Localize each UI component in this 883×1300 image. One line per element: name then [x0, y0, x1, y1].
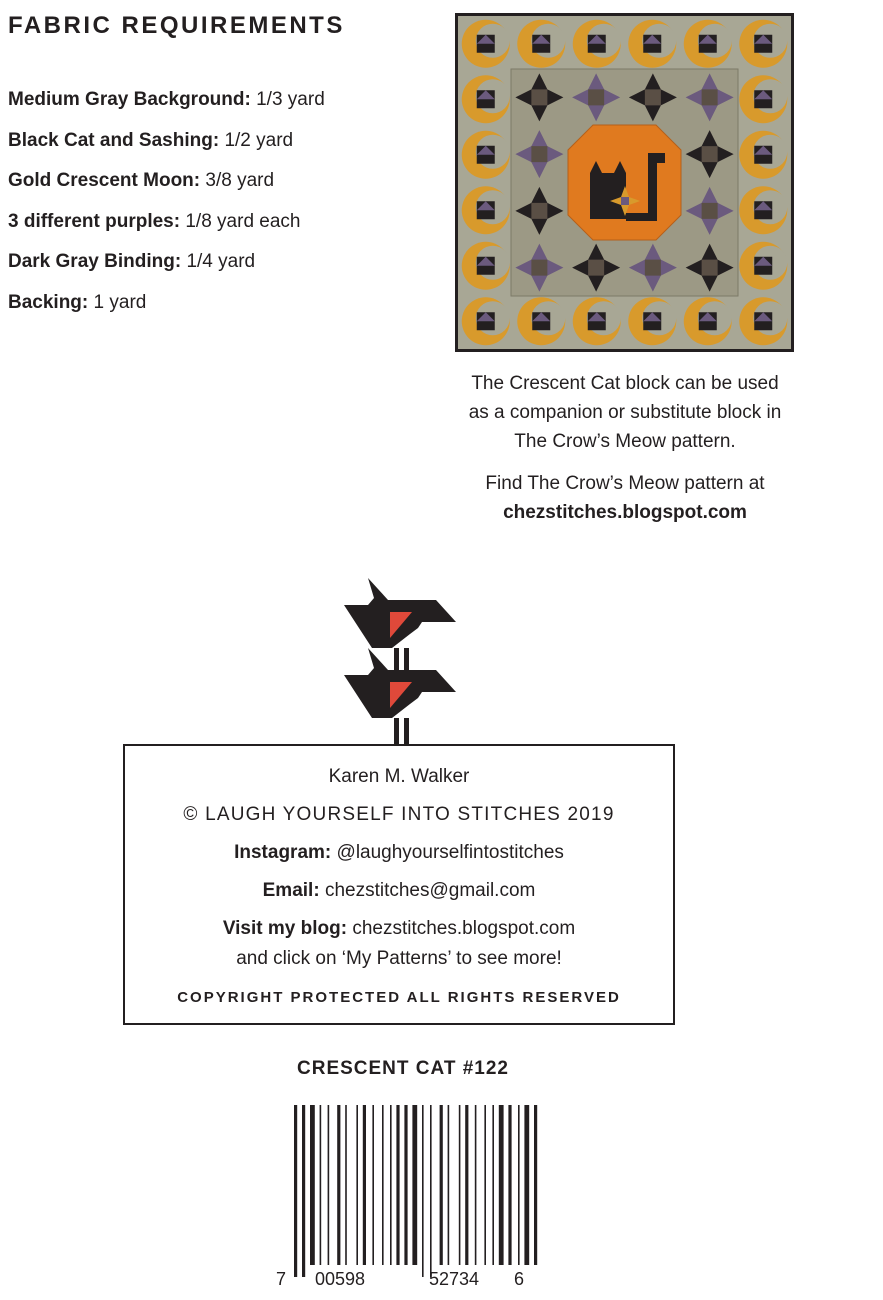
pattern-sku: CRESCENT CAT #122 [297, 1058, 509, 1079]
companion-caption [440, 369, 810, 456]
requirement-amount: 3/8 yard [205, 170, 275, 191]
find-pattern-caption [440, 469, 810, 527]
blog-line [125, 918, 673, 940]
requirement-label: Gold Crescent Moon: [8, 170, 201, 191]
moon-block [739, 297, 787, 345]
moon-block [739, 186, 787, 234]
requirement-item [8, 88, 325, 129]
requirement-amount: 1/3 yard [256, 89, 325, 110]
moon-block [739, 20, 787, 68]
moon-block [462, 20, 510, 68]
requirement-item [8, 129, 325, 170]
barcode-right-group: 52734 [428, 1269, 480, 1289]
moon-block [573, 20, 621, 68]
find-pattern-text: Find The Crow’s Meow pattern at [485, 473, 765, 494]
email-line [125, 880, 673, 902]
requirement-item [8, 250, 325, 291]
copyright-line: © LAUGH YOURSELF INTO STITCHES 2019 [183, 804, 615, 825]
requirement-amount: 1/8 yard each [185, 210, 301, 232]
moon-block [628, 297, 676, 345]
caption-line: The Crow’s Meow pattern. [514, 431, 736, 452]
blog-more-line: and click on ‘My Patterns’ to see more! [236, 948, 562, 969]
blog-url[interactable]: chezstitches.blogspot.com [503, 502, 747, 523]
rights-reserved-line: COPYRIGHT PROTECTED ALL RIGHTS RESERVED [177, 989, 621, 1006]
moon-block [739, 131, 787, 179]
barcode-first-digit: 7 [276, 1269, 287, 1289]
moon-block [462, 75, 510, 123]
upc-barcode [270, 1105, 540, 1295]
stacked-crows-logo [340, 578, 462, 746]
instagram-label: Instagram: [234, 842, 332, 863]
moon-block [462, 131, 510, 179]
caption-line: The Crescent Cat block can be used [471, 373, 779, 394]
requirement-amount: 1 yard [93, 291, 147, 313]
moon-block [462, 297, 510, 345]
email-address[interactable]: chezstitches@gmail.com [324, 880, 536, 901]
instagram-line [125, 842, 673, 864]
requirement-label: Dark Gray Binding: [8, 251, 182, 272]
quilt-image [455, 13, 794, 352]
author-name: Karen M. Walker [328, 766, 470, 787]
moon-block [739, 242, 787, 290]
barcode-left-group: 00598 [314, 1269, 366, 1289]
fabric-requirements-heading: FABRIC REQUIREMENTS [8, 12, 345, 39]
moon-block [628, 20, 676, 68]
moon-block [517, 297, 565, 345]
requirement-label: Medium Gray Background: [8, 89, 251, 110]
requirement-item [8, 210, 325, 251]
caption-line: as a companion or substitute block in [468, 402, 782, 423]
fabric-requirements-list [8, 88, 325, 331]
requirement-label: Black Cat and Sashing: [8, 129, 220, 151]
moon-block [684, 20, 732, 68]
moon-block [462, 242, 510, 290]
contact-info-box [123, 744, 675, 1025]
requirement-label: 3 different purples: [8, 210, 181, 232]
instagram-handle[interactable]: @laughyourselfintostitches [336, 842, 564, 863]
requirement-label: Backing: [8, 291, 89, 313]
requirement-amount: 1/4 yard [186, 251, 256, 272]
moon-block [573, 297, 621, 345]
blog-link[interactable]: chezstitches.blogspot.com [352, 918, 576, 939]
moon-block [462, 186, 510, 234]
requirement-amount: 1/2 yard [224, 129, 294, 151]
moon-block [739, 75, 787, 123]
requirement-item [8, 169, 325, 210]
email-label: Email: [262, 880, 320, 901]
moon-block [684, 297, 732, 345]
moon-block [517, 20, 565, 68]
barcode-check-digit: 6 [514, 1269, 525, 1289]
blog-label: Visit my blog: [222, 918, 348, 939]
requirement-item [8, 291, 325, 332]
